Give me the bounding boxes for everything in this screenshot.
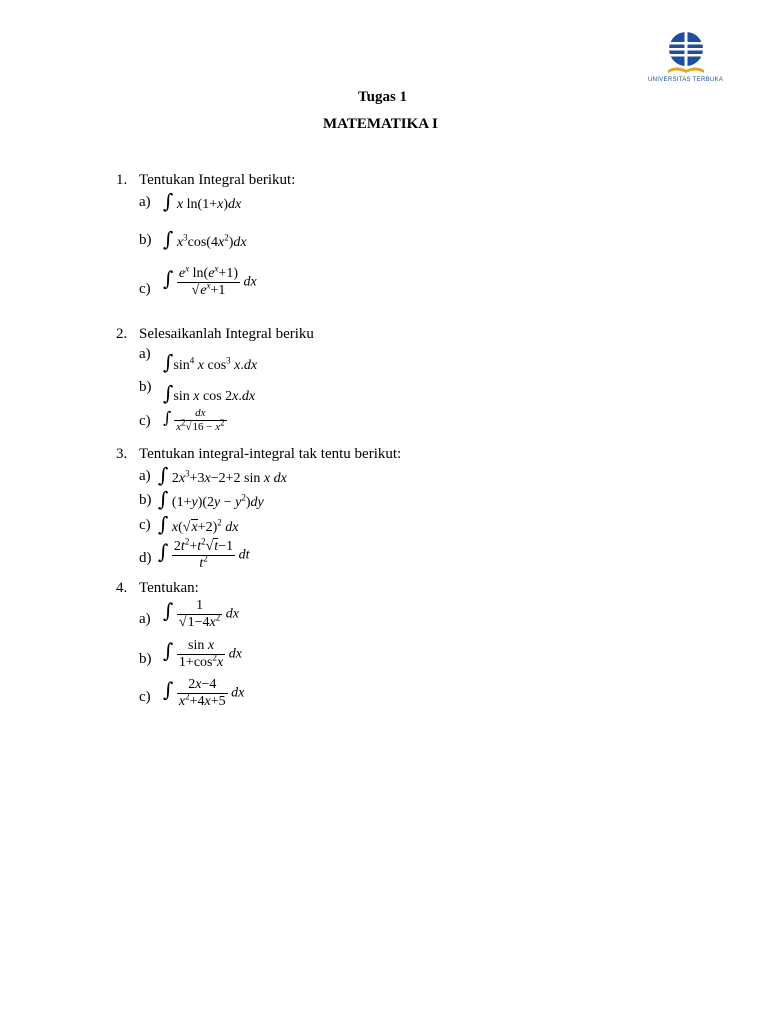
math-expression: ∫ $\frac{\text{sin x}}{1+\cos^2x}$ dx xyxy=(163,638,242,670)
part-label: a) xyxy=(139,194,151,210)
math-expression: ∫ $\frac{2x-4}{x^2+4x+5}$ dx xyxy=(163,677,245,709)
part-label: a) xyxy=(139,346,151,362)
question-text: Selesaikanlah Integral beriku xyxy=(139,326,314,342)
part-label: a) xyxy=(139,468,151,484)
math-expression: ∫ $\frac{2t^2+t^2√t-1}{t^2}$ dt xyxy=(158,536,250,571)
part-label: d) xyxy=(139,550,152,566)
logo-emblem xyxy=(648,30,728,78)
part-label: b) xyxy=(139,232,152,248)
part-label: b) xyxy=(139,651,152,667)
question-text: Tentukan integral-integral tak tentu berikut: xyxy=(139,446,402,462)
logo-text: UNIVERSITAS TERBUKA xyxy=(648,77,724,83)
math-expression: ∫ $\frac{1}{√1-4x^2}$ dx xyxy=(163,598,239,630)
question-text: Tentukan Integral berikut: xyxy=(139,172,296,188)
question-number: 2. xyxy=(116,326,128,342)
part-label: c) xyxy=(139,689,151,705)
part-label: a) xyxy=(139,611,151,627)
question-text: Tentukan: xyxy=(139,580,199,596)
university-logo xyxy=(648,30,728,86)
part-label: b) xyxy=(139,492,152,508)
question-number: 4. xyxy=(116,580,128,596)
math-expression: ∫ $\frac{e^x \ln(e^x+1)}{√e^x+1}$ dx xyxy=(163,263,257,298)
math-expression: ∫ $\frac{dx}{x^2√16 - x^2}$ xyxy=(163,407,225,433)
part-label: c) xyxy=(139,281,151,297)
part-label: b) xyxy=(139,379,152,395)
math-expression: ∫ x ln(1+x)dx xyxy=(163,189,242,213)
page-title: Tugas 1 xyxy=(358,89,408,105)
part-label: c) xyxy=(139,413,151,429)
math-expression: $\int\sin^4$ x $\cos^3 x.dx$ xyxy=(163,350,258,374)
question-number: 3. xyxy=(116,446,128,462)
math-expression: ∫ $2x^3+3x-2+2$ sin x dx xyxy=(158,463,287,487)
part-label: c) xyxy=(139,517,151,533)
math-expression: ∫ $x(√x+2)^2$ dx xyxy=(158,512,239,536)
math-expression: ∫ $x^3\cos(4x^2)dx$ xyxy=(163,227,247,251)
page-subtitle: MATEMATIKA I xyxy=(323,116,438,132)
question-number: 1. xyxy=(116,172,128,188)
math-expression: ∫sin x cos 2x.dx xyxy=(163,381,256,405)
math-expression: ∫ $(1+y)(2y - y^2)dy$ xyxy=(158,487,264,511)
